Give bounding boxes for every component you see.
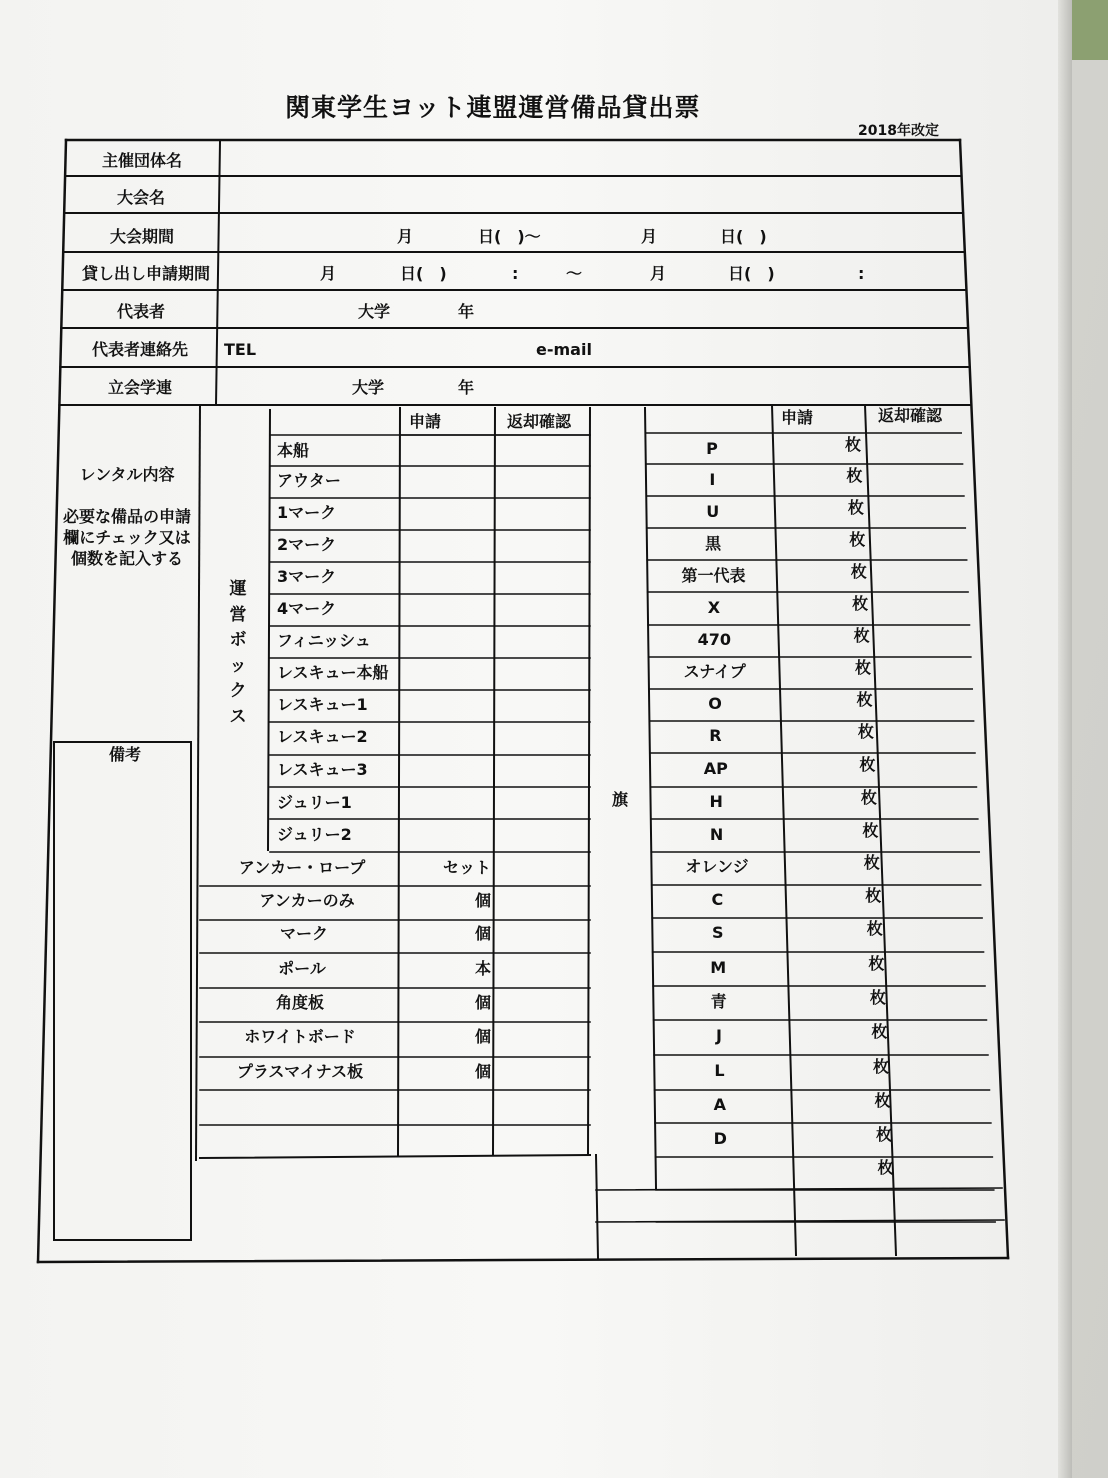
flag-label-divider <box>645 408 656 1188</box>
flag-bottom-divider <box>596 1155 598 1258</box>
flag-item-label: スナイプ <box>683 662 746 681</box>
remarks-box <box>54 742 191 1240</box>
frame-left <box>38 140 66 1262</box>
loan-period-label: 貸し出し申請期間 <box>81 264 211 283</box>
box-item-label: アウター <box>277 471 341 490</box>
equipment-label: ポール <box>278 959 326 978</box>
revision-note: 2018年改定 <box>858 123 939 139</box>
event-end-day: 日( ) <box>720 227 767 246</box>
return-header: 返却確認 <box>506 412 572 431</box>
box-item-label: 4マーク <box>277 599 337 618</box>
representative-label: 代表者 <box>116 302 166 321</box>
box-group-divider <box>268 410 270 850</box>
flag-unit: 枚 <box>874 1091 891 1110</box>
representative-year: 年 <box>458 302 475 321</box>
witness-univ: 大学 <box>352 378 385 397</box>
flag-unit: 枚 <box>849 530 866 549</box>
contact-label: 代表者連絡先 <box>91 340 189 359</box>
flag-item-label: I <box>709 470 716 489</box>
equipment-unit: セット <box>442 858 491 877</box>
flag-unit: 枚 <box>855 658 872 677</box>
flag-item-label: X <box>707 598 721 617</box>
flag-item-label: 青 <box>710 992 727 1011</box>
flag-unit: 枚 <box>847 498 864 517</box>
remarks-label: 備考 <box>108 745 142 764</box>
loan-end-month: 月 <box>650 264 667 283</box>
form-title: 関東学生ヨット連盟運営備品貸出票 <box>285 93 701 122</box>
flag-unit: 枚 <box>872 1057 889 1076</box>
event-start-day: 日( )～ <box>478 227 541 246</box>
equipment-label: アンカーのみ <box>259 891 355 910</box>
return-header-right: 返却確認 <box>877 406 943 425</box>
witness-year: 年 <box>458 378 475 397</box>
flag-unit: 枚 <box>857 722 874 741</box>
flag-item-label: AP <box>703 759 728 778</box>
apply-col-left <box>398 408 400 1155</box>
rental-instruction: 必要な備品の申請欄にチェック又は個数を記入する <box>62 507 191 569</box>
flag-item-label: O <box>708 694 722 713</box>
flag-unit: 枚 <box>846 466 863 485</box>
loan-tilde: ～ <box>566 264 583 283</box>
box-item-label: ジュリー1 <box>277 793 352 812</box>
flag-item-label: 470 <box>697 630 731 649</box>
flag-item-label: 第一代表 <box>681 566 746 585</box>
flag-item-label: N <box>709 825 724 844</box>
flag-unit: 枚 <box>850 562 867 581</box>
flag-item-label: D <box>713 1129 727 1148</box>
event-start-month: 月 <box>397 227 414 246</box>
flag-item-label: L <box>714 1061 725 1080</box>
flag-unit: 枚 <box>877 1158 894 1177</box>
event-period-label: 大会期間 <box>109 227 175 246</box>
box-item-label: ジュリー2 <box>277 825 352 844</box>
apply-header-right: 申請 <box>780 408 814 427</box>
flag-unit: 枚 <box>876 1125 893 1144</box>
box-item-label: フィニッシュ <box>277 631 371 650</box>
flag-unit: 枚 <box>871 1022 888 1041</box>
loan-start-day: 日( ) <box>400 264 447 283</box>
flag-item-label: J <box>716 1026 723 1045</box>
apply-header: 申請 <box>408 412 442 431</box>
equipment-unit: 本 <box>474 959 491 978</box>
equipment-label: プラスマイナス板 <box>236 1062 364 1081</box>
flag-unit: 枚 <box>845 435 862 454</box>
loan-start-month: 月 <box>320 264 337 283</box>
equipment-label: アンカー・ロープ <box>238 858 366 877</box>
flag-unit: 枚 <box>852 594 869 613</box>
equipment-unit: 個 <box>474 1062 491 1081</box>
box-item-label: レスキュー2 <box>277 727 368 746</box>
event-end-month: 月 <box>641 227 658 246</box>
contact-tel: TEL <box>224 340 257 359</box>
flag-unit: 枚 <box>866 919 883 938</box>
box-item-label: レスキュー3 <box>277 760 368 779</box>
apply-col-right <box>493 408 495 1155</box>
box-item-label: 2マーク <box>277 535 337 554</box>
organizer-label: 主催団体名 <box>101 151 183 170</box>
box-item-label: 本船 <box>277 441 310 460</box>
rental-heading: レンタル内容 <box>79 465 175 484</box>
flag-item-label: A <box>713 1095 727 1114</box>
loan-end-day: 日( ) <box>728 264 775 283</box>
flag-item-label: U <box>706 502 720 521</box>
box-item-label: 1マーク <box>277 503 337 522</box>
return-col-right <box>588 408 590 1155</box>
flag-item-label: C <box>711 890 724 909</box>
flag-apply-left <box>772 405 796 1255</box>
rental-left-divider <box>196 405 200 1160</box>
flag-item-label: オレンジ <box>685 857 749 876</box>
flag-item-label: S <box>712 923 724 942</box>
flag-item-label: M <box>710 958 727 977</box>
witness-label: 立会学連 <box>107 378 173 397</box>
frame-bottom <box>38 1258 1008 1262</box>
flag-unit: 枚 <box>853 626 870 645</box>
box-item-label: レスキュー1 <box>277 695 368 714</box>
loan-end-colon: : <box>858 264 865 283</box>
flag-unit: 枚 <box>868 954 885 973</box>
equipment-unit: 個 <box>474 993 491 1012</box>
flag-unit: 枚 <box>865 886 882 905</box>
equipment-label: マーク <box>279 924 329 943</box>
flag-item-label: 黒 <box>705 534 722 553</box>
flag-unit: 枚 <box>863 853 880 872</box>
equipment-label: ホワイトボード <box>244 1027 356 1046</box>
box-item-label: レスキュー本船 <box>277 663 389 682</box>
event-name-label: 大会名 <box>116 188 166 207</box>
equipment-unit: 個 <box>474 924 491 943</box>
flag-unit: 枚 <box>859 755 876 774</box>
equipment-unit: 個 <box>474 891 491 910</box>
equipment-label: 角度板 <box>275 993 325 1012</box>
representative-univ: 大学 <box>358 302 391 321</box>
flag-item-label: R <box>709 726 722 745</box>
flag-unit: 枚 <box>856 690 873 709</box>
contact-email: e-mail <box>536 340 592 359</box>
rental-bottom <box>200 1155 590 1158</box>
flag-item-label: P <box>706 439 718 458</box>
flag-group-label: 旗 <box>611 790 629 809</box>
equipment-unit: 個 <box>474 1027 491 1046</box>
flag-unit: 枚 <box>862 821 879 840</box>
box-group-label: 運営ボックス <box>229 579 247 727</box>
flag-item-label: H <box>709 792 723 811</box>
loan-start-colon: : <box>512 264 519 283</box>
flag-unit: 枚 <box>860 788 877 807</box>
flag-unit: 枚 <box>869 988 886 1007</box>
box-item-label: 3マーク <box>277 567 337 586</box>
header-label-divider <box>216 142 220 405</box>
